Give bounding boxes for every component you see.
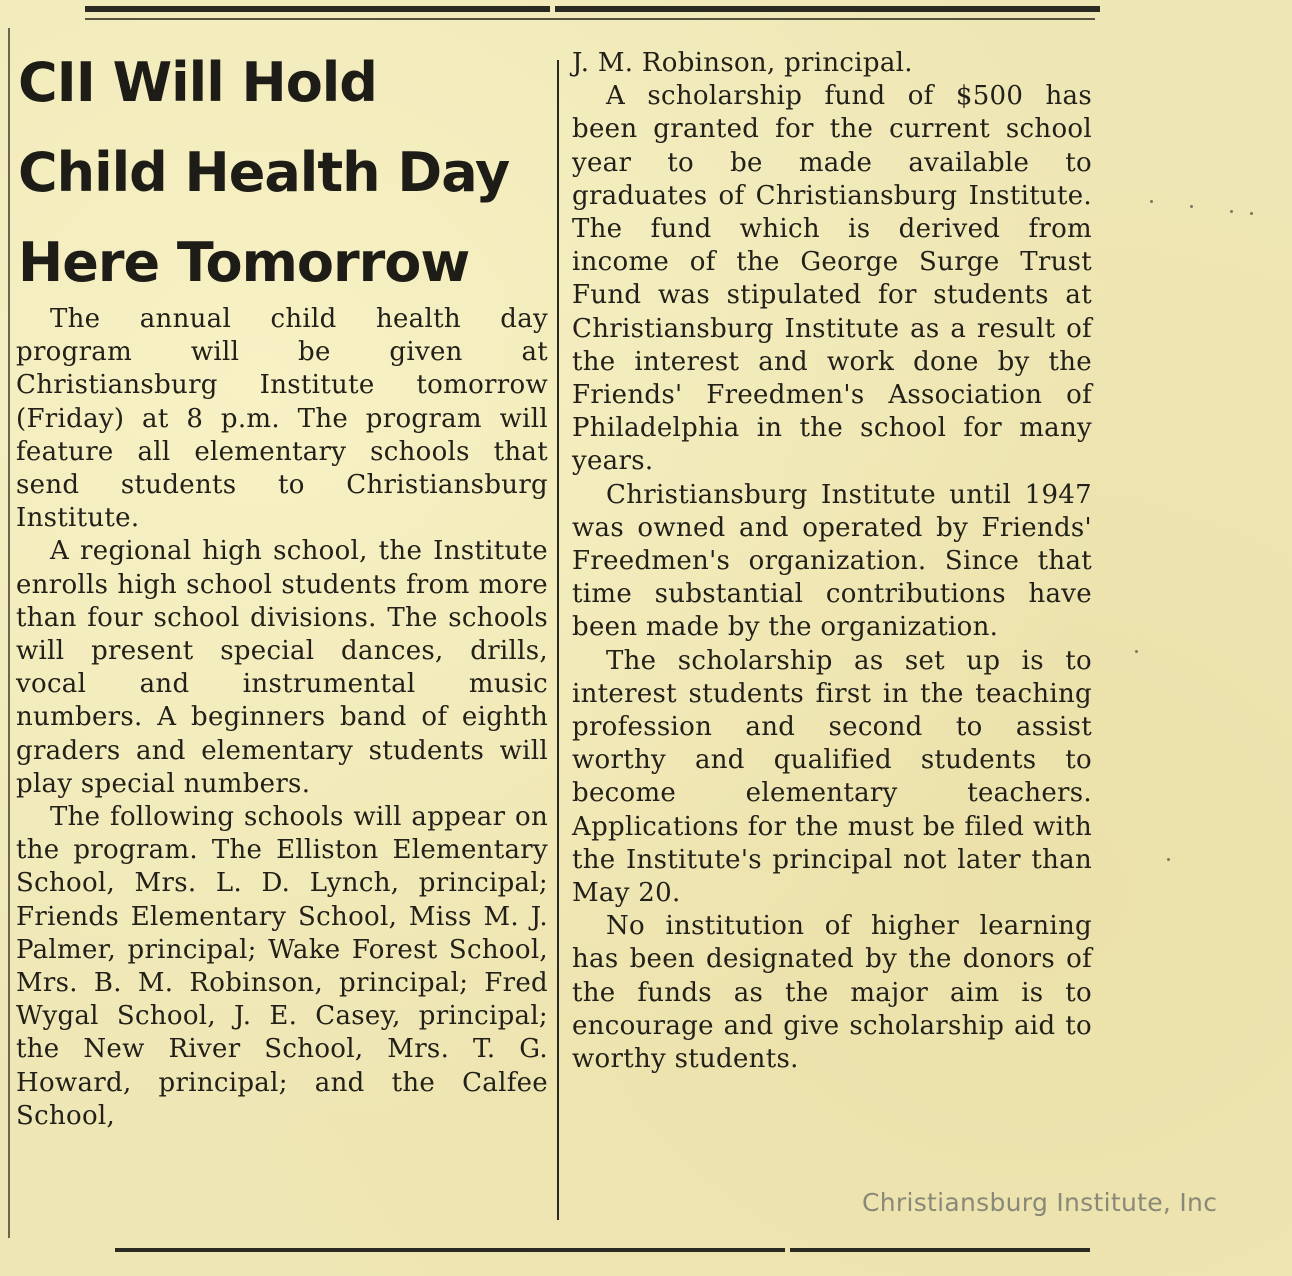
top-rule-thin bbox=[85, 18, 1095, 20]
headline-line-2: Child Health Day bbox=[18, 141, 510, 204]
paper-speck bbox=[1190, 205, 1193, 208]
paper-speck bbox=[1150, 200, 1153, 203]
left-column bbox=[16, 303, 548, 1133]
paper-speck bbox=[1250, 212, 1253, 215]
left-paragraph-1: The annual child health day program will be given at Christiansburg Institute tomorrow (Friday) at 8 p.m. The program will feature all elementary schools that send students to Christiansburg Institute. bbox=[16, 304, 548, 534]
right-paragraph-3: The scholarship as set up is to interest students first in the teaching profession and second to assist worthy and qualified students to become elementary teachers. Applications for the must be filed with the Institute's principal not later than May 20. bbox=[572, 645, 1092, 909]
left-border-rule bbox=[8, 28, 10, 1238]
column-divider bbox=[557, 60, 559, 1220]
watermark-text: Christiansburg Institute, Inc bbox=[862, 1188, 1218, 1217]
article-headline bbox=[18, 38, 548, 308]
right-column bbox=[572, 47, 1092, 1076]
paper-speck bbox=[1135, 650, 1138, 653]
paper-speck bbox=[1167, 858, 1170, 861]
bottom-rule-right bbox=[790, 1248, 1090, 1252]
bottom-rule-left bbox=[115, 1248, 785, 1252]
headline-line-3: Here Tomorrow bbox=[18, 231, 470, 294]
right-continuation: J. M. Robinson, principal. bbox=[572, 48, 913, 78]
left-paragraph-2: A regional high school, the Institute enrolls high school students from more than four school divisions. The schools will present special dances, drills, vocal and instrumental music numbers. A beginners band of eighth graders and elementary students will play special numbers. bbox=[16, 536, 548, 799]
top-rule-left bbox=[85, 6, 550, 12]
top-rule-right bbox=[555, 6, 1100, 12]
left-paragraph-3: The following schools will appear on the program. The Elliston Elementary School, Mrs. L. D. Lynch, principal; Friends Elementary School, Miss M. J. Palmer, principal; Wake Forest School, Mrs. B. M. Robinson, principal; Fred Wygal School, J. E. Casey, principal; the New River School, Mrs. T. G. Howard, principal; and the Calfee School, bbox=[16, 802, 548, 1131]
right-paragraph-1: A scholarship fund of $500 has been granted for the current school year to be made available to graduates of Christiansburg Institute. The fund which is derived from income of the George Surge Trust Fund was stipulated for students at Christiansburg Institute as a result of the interest and work done by the Friends' Freedmen's Association of Philadelphia in the school for many years. bbox=[572, 81, 1092, 477]
paper-speck bbox=[1230, 210, 1233, 213]
right-paragraph-4: No institution of higher learning has been designated by the donors of the funds as the major aim is to encourage and give scholarship aid to worthy students. bbox=[572, 911, 1092, 1075]
headline-line-1: CII Will Hold bbox=[18, 51, 377, 114]
right-paragraph-2: Christiansburg Institute until 1947 was owned and operated by Friends' Freedmen's organization. Since that time substantial contributions have been made by the organization. bbox=[572, 479, 1092, 643]
